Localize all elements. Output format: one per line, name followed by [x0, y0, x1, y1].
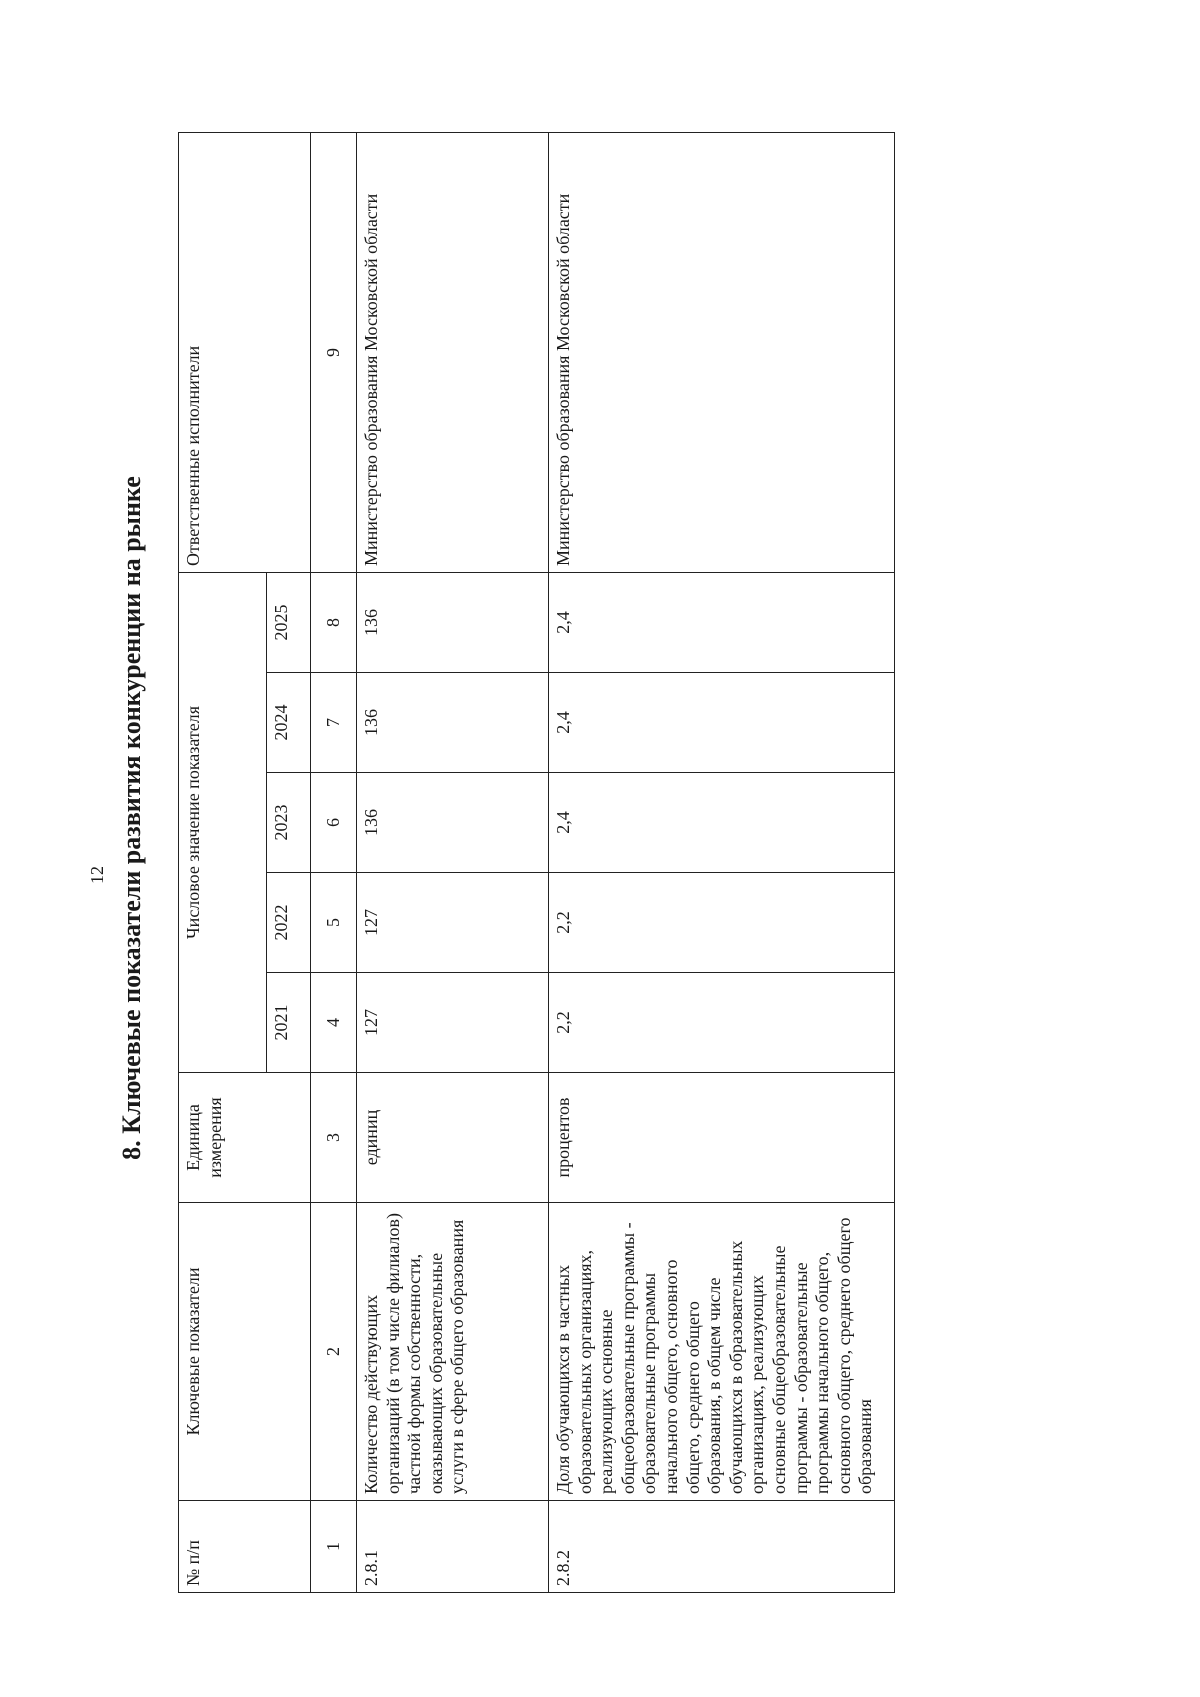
header-indicator: Ключевые показатели — [179, 1203, 311, 1501]
header-year-2021: 2021 — [267, 973, 311, 1073]
row-value-2022: 2,2 — [549, 873, 895, 973]
row-unit: процентов — [549, 1073, 895, 1203]
column-number: 3 — [311, 1073, 357, 1203]
column-numbers-row — [311, 132, 357, 1592]
column-number: 2 — [311, 1203, 357, 1501]
table-row — [549, 132, 895, 1592]
row-responsible: Министерство образования Московской области — [357, 132, 549, 572]
row-value-2023: 2,4 — [549, 773, 895, 873]
row-value-2022: 127 — [357, 873, 549, 973]
row-num: 2.8.1 — [357, 1501, 549, 1593]
header-year-2023: 2023 — [267, 773, 311, 873]
row-value-2023: 136 — [357, 773, 549, 873]
row-value-2025: 136 — [357, 572, 549, 672]
column-number: 4 — [311, 973, 357, 1073]
header-unit: Единица измерения — [179, 1073, 311, 1203]
header-num: № п/п — [179, 1501, 311, 1593]
row-responsible: Министерство образования Московской области — [549, 132, 895, 572]
row-indicator: Количество действующих организаций (в том числе филиалов) частной формы собственности, оказывающих образовательные услуги в сфере общего образования — [357, 1203, 549, 1501]
row-value-2021: 2,2 — [549, 973, 895, 1073]
page-number: 12 — [87, 866, 107, 884]
row-unit: единиц — [357, 1073, 549, 1203]
table-rotated-container — [178, 133, 894, 1593]
row-num: 2.8.2 — [549, 1501, 895, 1593]
row-value-2024: 136 — [357, 673, 549, 773]
row-value-2025: 2,4 — [549, 572, 895, 672]
section-title: 8. Ключевые показатели развития конкуренции на рынке — [117, 476, 146, 1160]
column-number: 5 — [311, 873, 357, 973]
column-number: 9 — [311, 132, 357, 572]
header-year-2024: 2024 — [267, 673, 311, 773]
header-year-2022: 2022 — [267, 873, 311, 973]
column-number: 7 — [311, 673, 357, 773]
column-number: 1 — [311, 1501, 357, 1593]
row-value-2021: 127 — [357, 973, 549, 1073]
column-number: 8 — [311, 572, 357, 672]
header-value-group: Числовое значение показателя — [179, 572, 267, 1072]
header-year-2025: 2025 — [267, 572, 311, 672]
indicators-table — [178, 132, 895, 1593]
column-number: 6 — [311, 773, 357, 873]
header-responsible: Ответственные исполнители — [179, 132, 311, 572]
row-indicator: Доля обучающихся в частных образовательных организациях, реализующих основные общеобразовательные программы - образовательные программы начального общего, основного общего, среднего общего образования, в общем числе обучающихся в образовательных организациях, реализующих основные общеобразовательные программы - образовательные программы начального общего, основного общего, среднего общего образования — [549, 1203, 895, 1501]
row-value-2024: 2,4 — [549, 673, 895, 773]
table-row — [357, 132, 549, 1592]
